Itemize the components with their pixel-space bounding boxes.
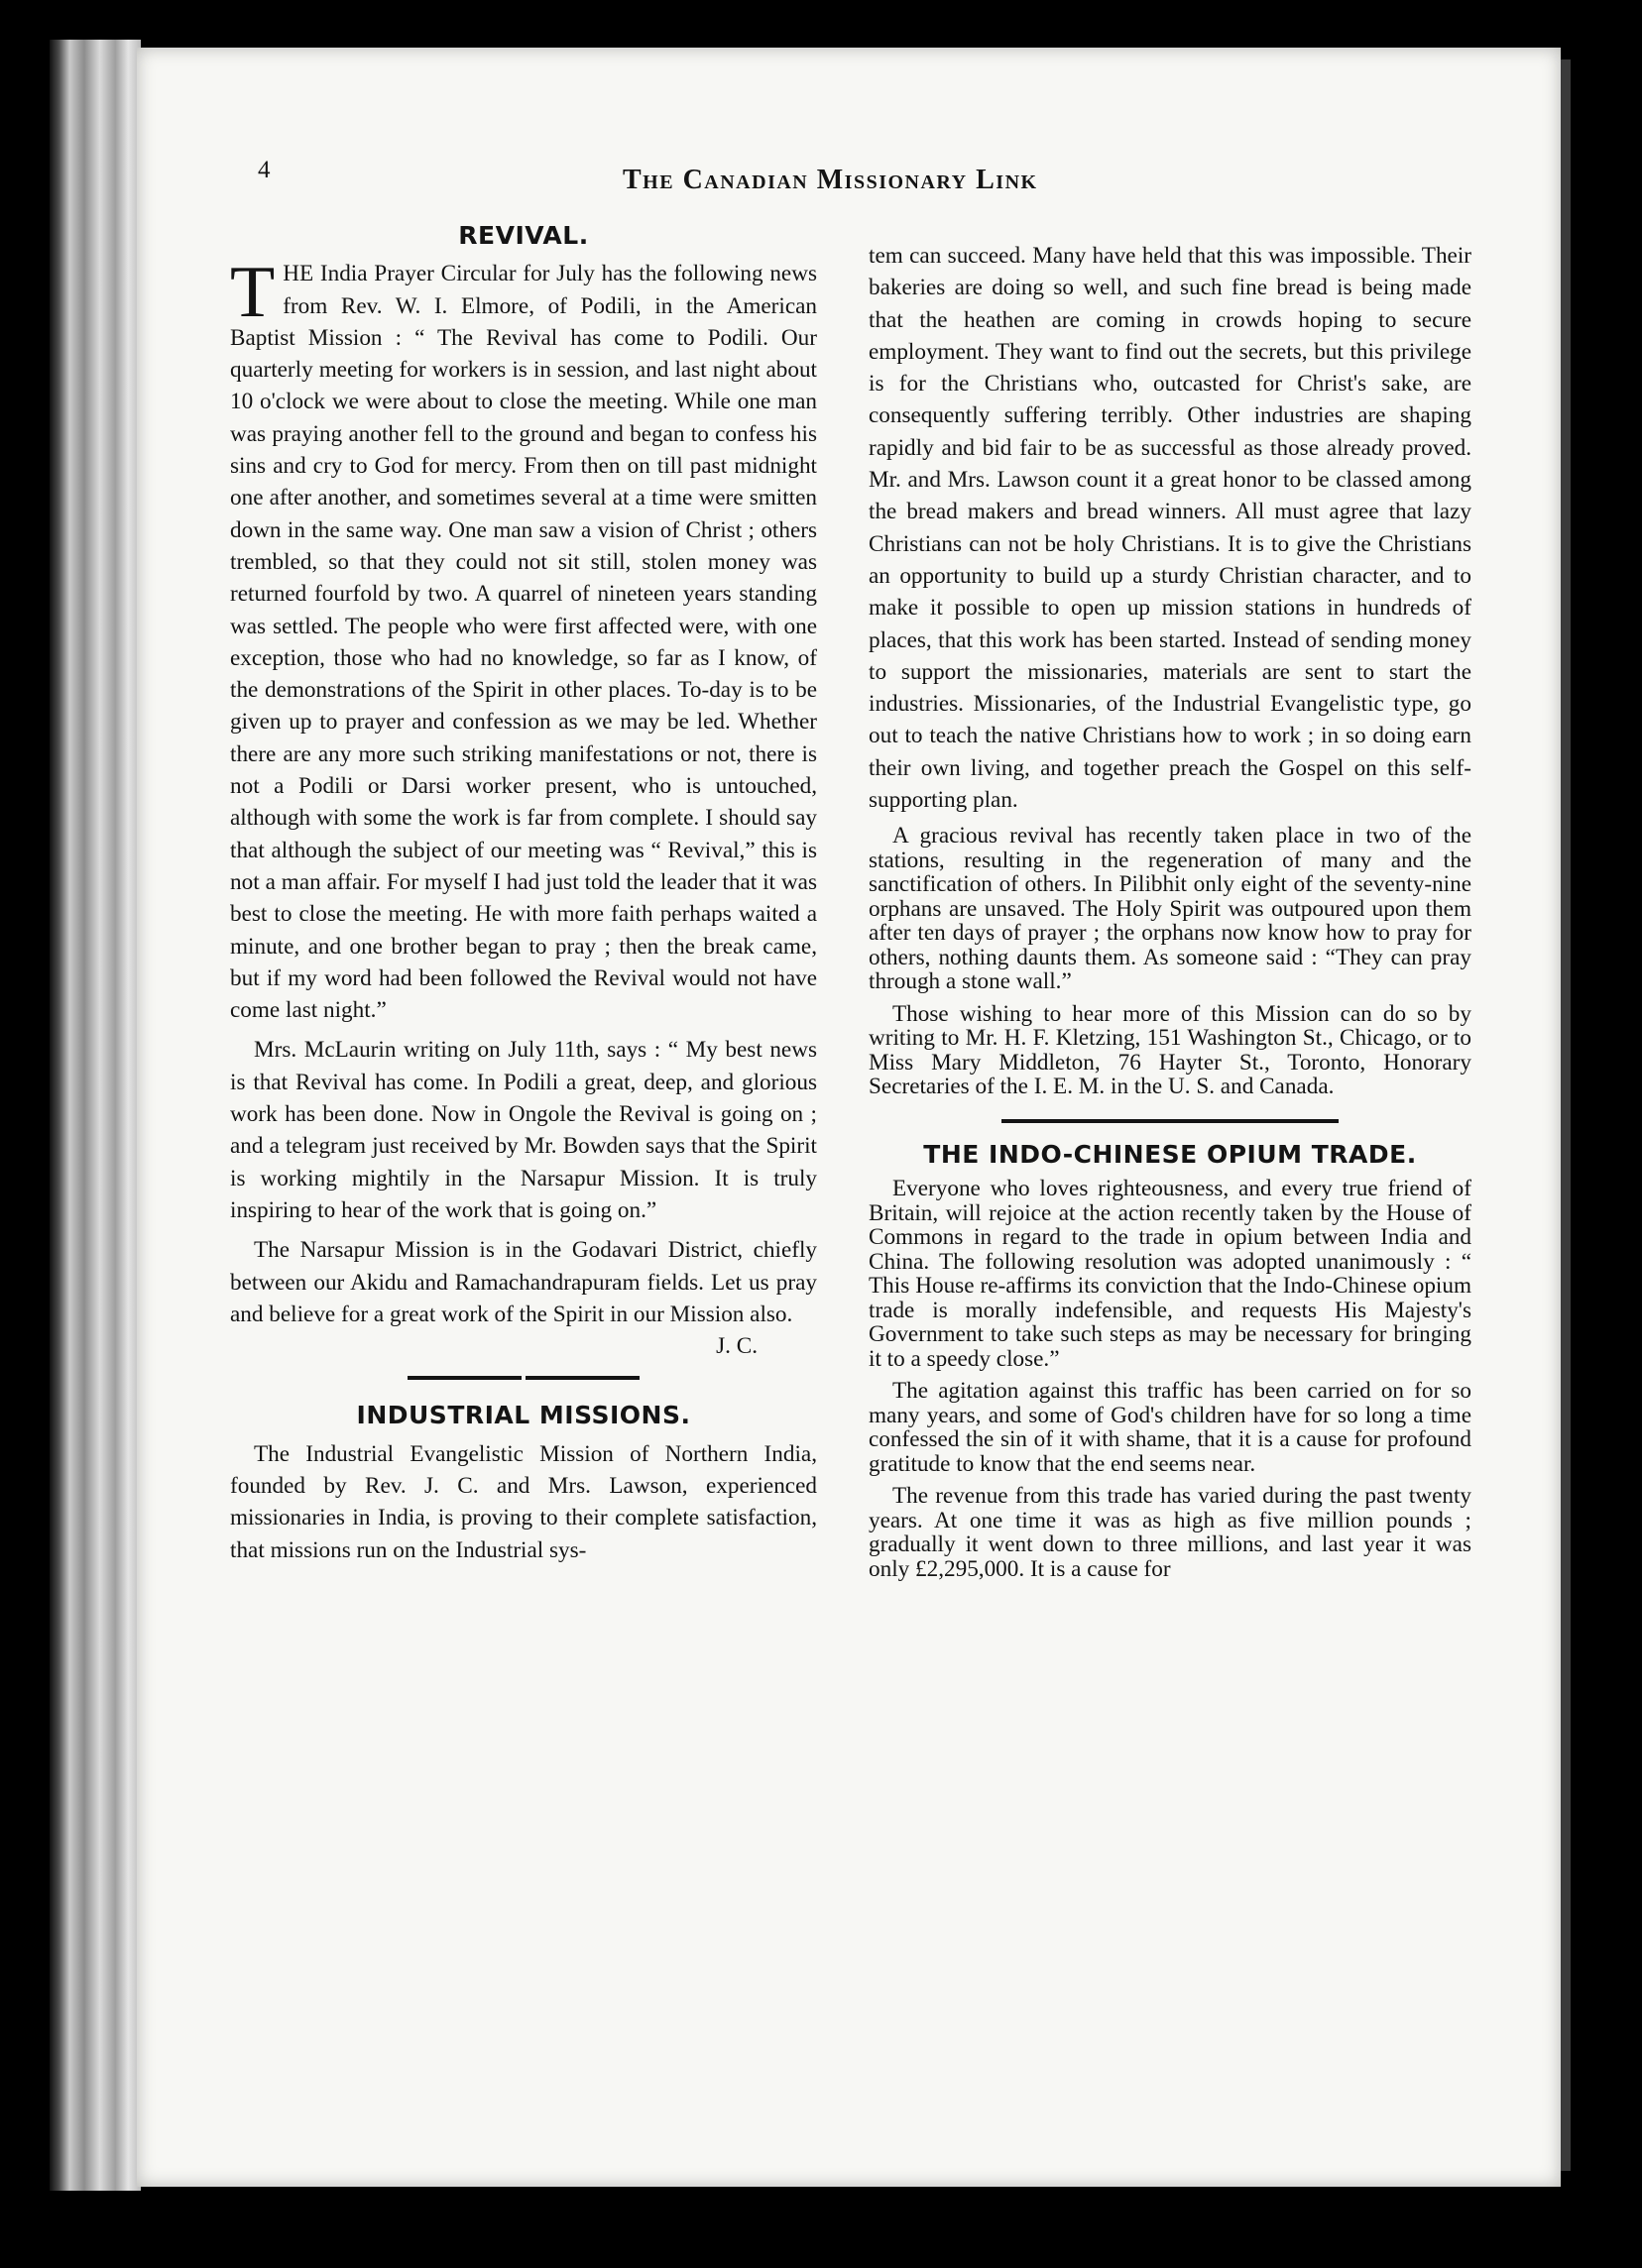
- right-column: [869, 240, 1471, 1589]
- industrial-paragraph-1-start: The Industrial Evangelistic Mission of Northern India, founded by Rev. J. C. and Mrs. Lawson, experienced missionaries in India, is proving to their complete satisfaction, that missions run on the Industrial sys-: [230, 1440, 817, 1563]
- revival-paragraph-1: [230, 252, 817, 1026]
- running-head: The Canadian Missionary Link: [623, 165, 1038, 195]
- book-binding-edge: [50, 40, 141, 2191]
- revival-signature: J. C.: [716, 1333, 758, 1360]
- page-number: 4: [258, 157, 271, 183]
- industrial-paragraph-1-continued: tem can succeed. Many have held that this was impossible. Their bakeries are doing so well, and such fine bread is being made that the heathen are coming in crowds hoping to secure employment. They want to find out the secrets, but this privilege is for the Christians who, outcasted for Christ's sake, are consequently suffering terribly. Other industries are shaping rapidly and bid fair to be as successful as those already proved. Mr. and Mrs. Lawson count it a great honor to be classed among the bread makers and bread winners. All must agree that lazy Christians can not be holy Christians. It is to give the Christians an opportunity to build up a sturdy Christian character, and to make it possible to open up mission stations in hundreds of places, that this work has been started. Instead of sending money to support the missionaries, materials are sent to start the industries. Missionaries, of the Industrial Evangelistic type, go out to teach the native Christians how to work ; in so doing earn their own living, and together preach the Gospel on this self-supporting plan.: [869, 243, 1471, 814]
- page-right-shadow: [1561, 59, 1571, 2171]
- opium-paragraph-1: Everyone who loves righteousness, and every true friend of Britain, will rejoice at the action recently taken by the House of Commons in regard to the trade in opium between India and China. The following resolution was adopted unanimously : “ This House re-affirms its conviction that the Indo-Chinese opium trade is morally indefensible, and requests His Majesty's Government to take such steps as may be necessary for bringing it to a speedy close.”: [869, 1176, 1471, 1372]
- revival-paragraph-2: Mrs. McLaurin writing on July 11th, says : “ My best news is that Revival has come. In Podili a great, deep, and glorious work has been done. Now in Ongole the Revival is going on ; and a telegram just received by Mr. Bowden says that the Spirit is working mightily in the Narsapur Mission. It is truly inspiring to hear of the work that is going on.”: [230, 1037, 817, 1223]
- left-column: [230, 220, 817, 1574]
- industrial-paragraph-2: A gracious revival has recently taken place in two of the stations, resulting in the regeneration of many and the sanctification of others. In Pilibhit only eight of the seventy-nine orphans are unsaved. The Holy Spirit was outpoured upon them after ten days of prayer ; the orphans now know how to pray for others, nothing daunts them. As someone said : “They can pray through a stone wall.”: [869, 823, 1471, 995]
- opium-heading: THE INDO-CHINESE OPIUM TRADE.: [923, 1139, 1417, 1169]
- section-divider-2: [1001, 1119, 1339, 1123]
- industrial-paragraph-3: Those wishing to hear more of this Mission can do so by writing to Mr. H. F. Kletzing, 151 Washington St., Chicago, or to Miss Mary Middleton, 76 Hayter St., Toronto, Honorary Secretaries of the I. E. M. in the U. S. and Canada.: [869, 1000, 1471, 1100]
- revival-paragraph-1-text: HE India Prayer Circular for July has the following news from Rev. W. I. Elmore, of Podili, in the American Baptist Mission : “ The Revival has come to Podili. Our quarterly meeting for workers is in session, and last night about 10 o'clock we were about to close the meeting. While one man was praying another fell to the ground and began to confess his sins and cry to God for mercy. From then on till past midnight one after another, and sometimes several at a time were smitten down in the same way. One man saw a vision of Christ ; others trembled, so that they could not sit still, stolen money was returned fourfold by two. A quarrel of nineteen years standing was settled. The people who were first affected were, with one exception, those who had no knowledge, so far as I know, of the demonstrations of the Spirit in other places. To-day is to be given up to prayer and confession as we may be led. Whether there are any more such striking manifestations or not, there is not a Podili or Darsi worker present, who is untouched, although with some the work is far from complete. I should say that although the subject of our meeting was “ Revival,” this is not a man affair. For myself I had just told the leader that it was best to close the meeting. He with more faith perhaps waited a minute, and one brother began to pray ; then the break came, but if my word had been followed the Revival would not have come last night.”: [230, 261, 817, 1024]
- industrial-heading: INDUSTRIAL MISSIONS.: [356, 1401, 691, 1430]
- revival-heading: REVIVAL.: [458, 221, 589, 250]
- revival-paragraph-3: The Narsapur Mission is in the Godavari District, chiefly between our Akidu and Ramachandrapuram fields. Let us pray and believe for a great work of the Spirit in our Mission also.: [230, 1237, 817, 1327]
- drop-cap: T: [230, 252, 276, 334]
- section-divider: [408, 1376, 640, 1380]
- opium-paragraph-2: The agitation against this traffic has been carried on for so many years, and some of God's children have for so long a time confessed the sin of it with shame, that it is a cause for profound gratitude to know that the end seems near.: [869, 1378, 1471, 1477]
- opium-paragraph-3: The revenue from this trade has varied during the past twenty years. At one time it was as high as five million pounds ; gradually it went down to three millions, and last year it was only £2,295,000. It is a cause for: [869, 1483, 1471, 1582]
